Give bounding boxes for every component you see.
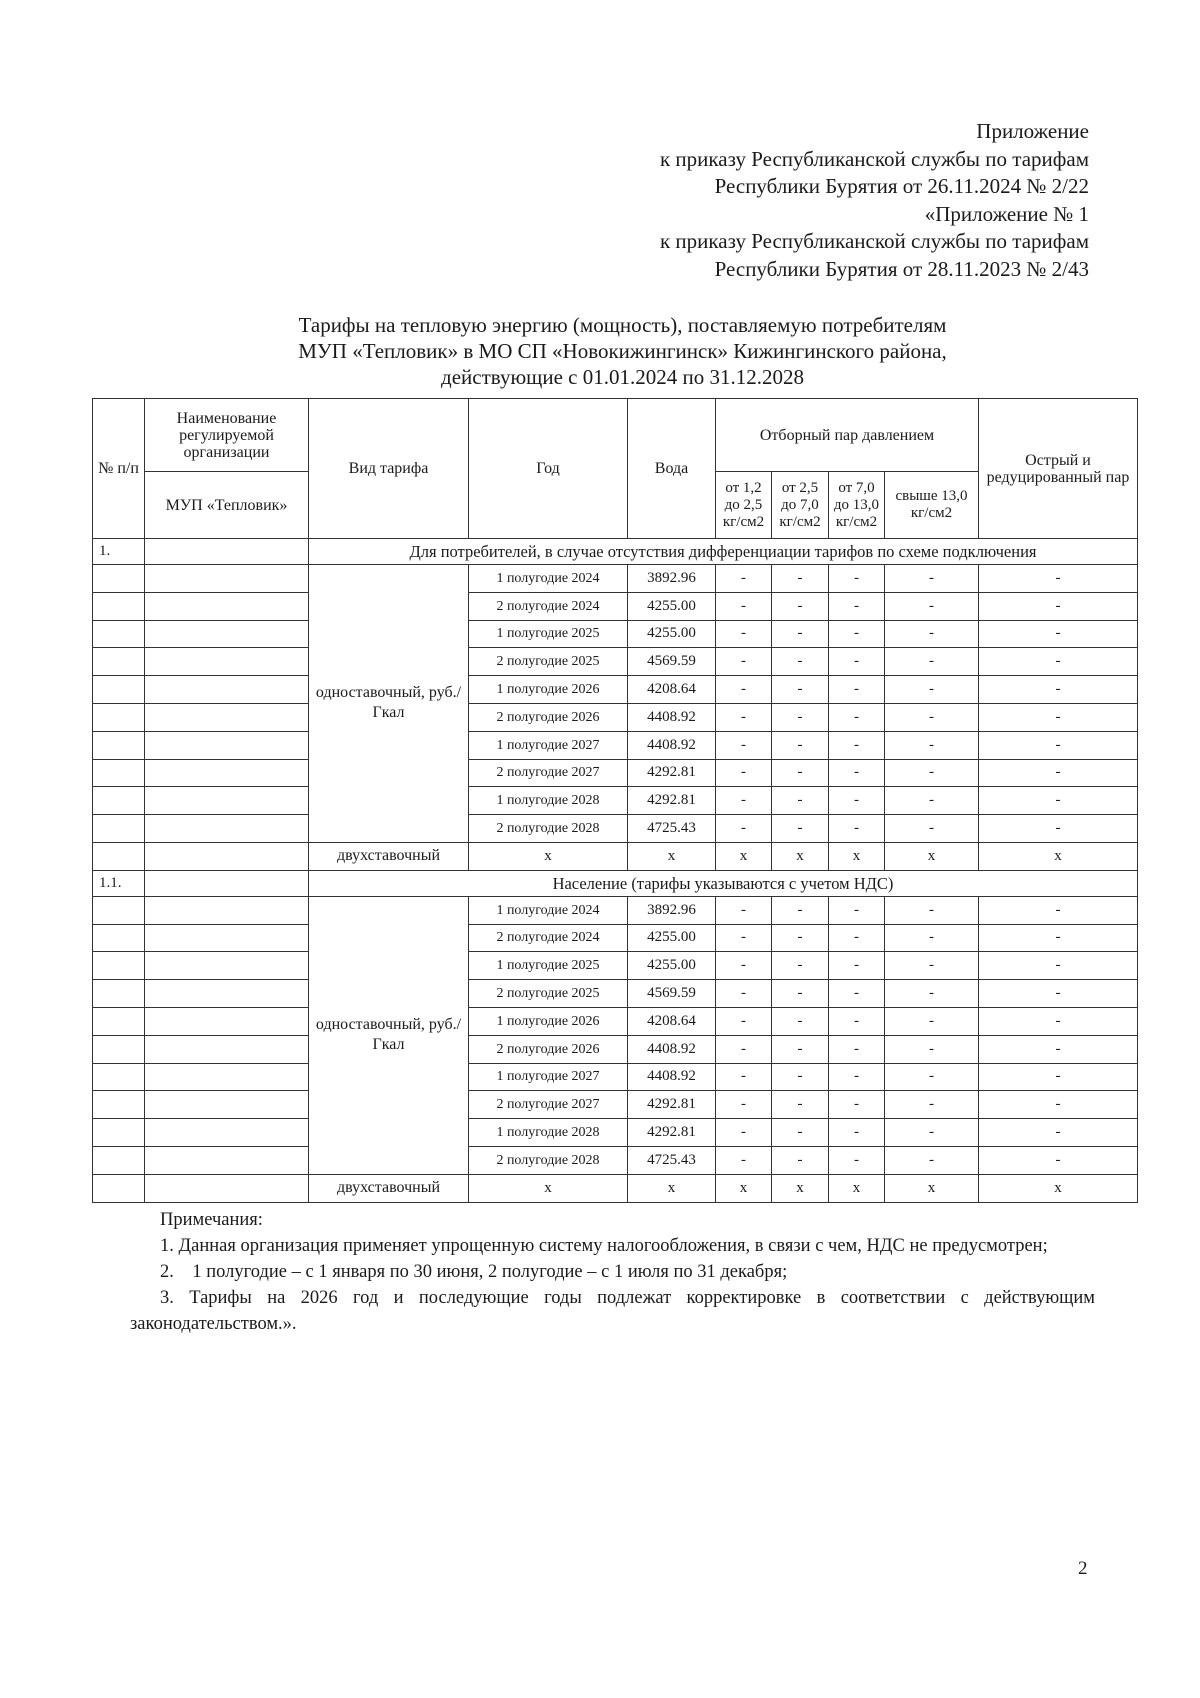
steam-value: -: [772, 1035, 829, 1063]
steam-value: -: [716, 620, 772, 648]
period-cell: 2 полугодие 2027: [469, 1091, 628, 1119]
steam-value: -: [829, 896, 885, 924]
water-value: 4569.59: [628, 648, 716, 676]
tariff-table: [92, 398, 1138, 1203]
sharp-steam-value: -: [979, 592, 1138, 620]
steam-value: -: [829, 731, 885, 759]
period-cell: 1 полугодие 2025: [469, 952, 628, 980]
steam-value: -: [829, 648, 885, 676]
header-steam-col: от 1,2 до 2,5 кг/см2: [716, 472, 772, 539]
period-cell: 1 полугодие 2026: [469, 676, 628, 704]
org-cell: [145, 896, 309, 924]
steam-value: -: [716, 896, 772, 924]
table-row: [93, 592, 1138, 620]
steam-value: -: [716, 1146, 772, 1174]
steam-value: -: [772, 565, 829, 593]
steam-value: -: [716, 676, 772, 704]
sharp-steam-value: -: [979, 1146, 1138, 1174]
steam-value: -: [716, 787, 772, 815]
table-row: [93, 1119, 1138, 1147]
steam-value: -: [829, 787, 885, 815]
org-cell: [145, 815, 309, 843]
num-cell: [93, 1091, 145, 1119]
table-row: [93, 1146, 1138, 1174]
period-cell: 2 полугодие 2025: [469, 980, 628, 1008]
period-cell: 2 полугодие 2024: [469, 924, 628, 952]
note-item: 3. Тарифы на 2026 год и последующие годы подлежат корректировке в соответствии с действующим законодательством.».: [130, 1288, 1095, 1334]
title-line: МУП «Тепловик» в МО СП «Новокижингинск» Кижингинского района,: [298, 339, 947, 363]
num-cell: [93, 924, 145, 952]
steam-value: -: [772, 759, 829, 787]
steam-value: -: [772, 952, 829, 980]
steam-value: -: [716, 1091, 772, 1119]
steam-value: -: [716, 731, 772, 759]
num-cell: [93, 842, 145, 870]
water-value: 4208.64: [628, 1007, 716, 1035]
sharp-steam-value: x: [979, 1174, 1138, 1202]
num-cell: [93, 1007, 145, 1035]
steam-value: -: [716, 815, 772, 843]
sharp-steam-value: -: [979, 787, 1138, 815]
org-cell: [145, 842, 309, 870]
sharp-steam-value: -: [979, 703, 1138, 731]
two-rate-row: [93, 842, 1138, 870]
num-cell: [93, 676, 145, 704]
two-rate-row: [93, 1174, 1138, 1202]
sharp-steam-value: -: [979, 952, 1138, 980]
steam-value: -: [885, 896, 979, 924]
header-org-value: МУП «Тепловик»: [145, 472, 309, 539]
steam-value: -: [885, 924, 979, 952]
period-cell: 1 полугодие 2028: [469, 787, 628, 815]
table-row: [93, 1007, 1138, 1035]
steam-value: -: [829, 1007, 885, 1035]
org-cell: [145, 980, 309, 1008]
steam-value: -: [716, 952, 772, 980]
steam-value: -: [885, 620, 979, 648]
header-year: Год: [469, 399, 628, 539]
sharp-steam-value: -: [979, 1063, 1138, 1091]
sharp-steam-value: -: [979, 759, 1138, 787]
steam-value: -: [772, 1063, 829, 1091]
water-value: 4255.00: [628, 620, 716, 648]
header-water: Вода: [628, 399, 716, 539]
header-num: № п/п: [93, 399, 145, 539]
table-row: [93, 787, 1138, 815]
steam-value: -: [829, 703, 885, 731]
table-row: [93, 759, 1138, 787]
water-value: x: [628, 842, 716, 870]
sharp-steam-value: -: [979, 648, 1138, 676]
period-cell: 1 полугодие 2024: [469, 896, 628, 924]
appendix-line: «Приложение № 1: [924, 201, 1089, 226]
section-row: [93, 539, 1138, 565]
steam-value: -: [772, 731, 829, 759]
sharp-steam-value: -: [979, 815, 1138, 843]
steam-value: -: [772, 815, 829, 843]
notes: [130, 1207, 1095, 1337]
sharp-steam-value: -: [979, 924, 1138, 952]
num-cell: [93, 731, 145, 759]
sharp-steam-value: -: [979, 896, 1138, 924]
org-cell: [145, 924, 309, 952]
org-cell: [145, 731, 309, 759]
water-value: 4208.64: [628, 676, 716, 704]
period-cell: 2 полугодие 2024: [469, 592, 628, 620]
steam-value: -: [716, 592, 772, 620]
period-cell: x: [469, 842, 628, 870]
period-cell: 1 полугодие 2027: [469, 731, 628, 759]
sharp-steam-value: -: [979, 1091, 1138, 1119]
water-value: 4292.81: [628, 787, 716, 815]
steam-value: -: [885, 592, 979, 620]
org-cell: [145, 870, 309, 896]
water-value: 4408.92: [628, 1035, 716, 1063]
steam-value: -: [716, 924, 772, 952]
steam-value: -: [772, 648, 829, 676]
steam-value: -: [885, 703, 979, 731]
notes-title: Примечания:: [160, 1210, 263, 1230]
steam-value: -: [772, 676, 829, 704]
num-cell: [93, 1119, 145, 1147]
steam-value: -: [829, 952, 885, 980]
sharp-steam-value: -: [979, 620, 1138, 648]
org-cell: [145, 952, 309, 980]
steam-value: -: [829, 1119, 885, 1147]
sharp-steam-value: -: [979, 731, 1138, 759]
steam-value: -: [885, 815, 979, 843]
steam-value: -: [716, 565, 772, 593]
steam-value: -: [772, 620, 829, 648]
water-value: 4292.81: [628, 1119, 716, 1147]
steam-value: -: [716, 1119, 772, 1147]
steam-value: -: [716, 1063, 772, 1091]
steam-value: -: [716, 1007, 772, 1035]
num-cell: [93, 648, 145, 676]
steam-value: x: [716, 842, 772, 870]
num-cell: [93, 620, 145, 648]
water-value: 4255.00: [628, 592, 716, 620]
org-cell: [145, 1035, 309, 1063]
header-sharp-steam: Острый и редуцированный пар: [979, 399, 1138, 539]
org-cell: [145, 1007, 309, 1035]
steam-value: x: [716, 1174, 772, 1202]
sharp-steam-value: -: [979, 980, 1138, 1008]
appendix-line: к приказу Республиканской службы по тарифам: [659, 146, 1089, 171]
steam-value: x: [772, 842, 829, 870]
water-value: 4569.59: [628, 980, 716, 1008]
title-line: действующие с 01.01.2024 по 31.12.2028: [441, 365, 804, 389]
table-row: [93, 676, 1138, 704]
water-value: 4292.81: [628, 1091, 716, 1119]
sharp-steam-value: -: [979, 1035, 1138, 1063]
steam-value: -: [772, 980, 829, 1008]
org-cell: [145, 703, 309, 731]
period-cell: 1 полугодие 2026: [469, 1007, 628, 1035]
org-cell: [145, 676, 309, 704]
org-cell: [145, 1119, 309, 1147]
note-item: 1. Данная организация применяет упрощенную систему налогообложения, в связи с чем, НДС не предусмотрен;: [160, 1236, 1048, 1256]
section-row: [93, 870, 1138, 896]
steam-value: -: [885, 980, 979, 1008]
org-cell: [145, 759, 309, 787]
num-cell: [93, 980, 145, 1008]
table-row: [93, 980, 1138, 1008]
num-cell: [93, 759, 145, 787]
tariff-type-one-rate: одноставочный, руб./Гкал: [309, 896, 469, 1174]
appendix-line: Республики Бурятия от 28.11.2023 № 2/43: [714, 256, 1089, 281]
steam-value: -: [885, 565, 979, 593]
table-row: [93, 952, 1138, 980]
period-cell: 1 полугодие 2025: [469, 620, 628, 648]
tariff-type-one-rate: одноставочный, руб./Гкал: [309, 565, 469, 843]
header-steam-col: от 2,5 до 7,0 кг/см2: [772, 472, 829, 539]
title-line: Тарифы на тепловую энергию (мощность), поставляемую потребителям: [298, 313, 947, 337]
steam-value: -: [829, 1146, 885, 1174]
num-cell: [93, 1035, 145, 1063]
water-value: 3892.96: [628, 565, 716, 593]
section-label: Население (тарифы указываются с учетом НДС): [309, 870, 1138, 896]
steam-value: -: [772, 703, 829, 731]
steam-value: -: [829, 565, 885, 593]
appendix-line: к приказу Республиканской службы по тарифам: [659, 229, 1089, 253]
header-org: Наименование регулируемой организации: [145, 399, 309, 472]
steam-value: -: [885, 759, 979, 787]
appendix-header: [660, 118, 1089, 283]
org-cell: [145, 1091, 309, 1119]
steam-value: -: [772, 1007, 829, 1035]
steam-value: -: [772, 896, 829, 924]
num-cell: [93, 1174, 145, 1202]
steam-value: -: [772, 924, 829, 952]
steam-value: -: [772, 1119, 829, 1147]
num-cell: [93, 1146, 145, 1174]
period-cell: 1 полугодие 2028: [469, 1119, 628, 1147]
sharp-steam-value: -: [979, 1007, 1138, 1035]
sharp-steam-value: x: [979, 842, 1138, 870]
num-cell: [93, 592, 145, 620]
num-cell: [93, 565, 145, 593]
org-cell: [145, 1146, 309, 1174]
steam-value: -: [829, 759, 885, 787]
steam-value: -: [829, 1091, 885, 1119]
num-cell: [93, 1063, 145, 1091]
sharp-steam-value: -: [979, 676, 1138, 704]
num-cell: [93, 952, 145, 980]
header-steam-col: от 7,0 до 13,0 кг/см2: [829, 472, 885, 539]
water-value: 4408.92: [628, 1063, 716, 1091]
steam-value: -: [885, 1119, 979, 1147]
section-number: 1.: [93, 539, 145, 565]
num-cell: [93, 703, 145, 731]
sharp-steam-value: -: [979, 565, 1138, 593]
steam-value: -: [829, 1035, 885, 1063]
document-title: [100, 312, 1145, 390]
water-value: 4408.92: [628, 703, 716, 731]
period-cell: 2 полугодие 2028: [469, 1146, 628, 1174]
steam-value: x: [829, 842, 885, 870]
steam-value: -: [885, 1035, 979, 1063]
appendix-line: Республики Бурятия от 26.11.2024 № 2/22: [714, 174, 1089, 198]
table-row: [93, 703, 1138, 731]
header-tariff-type: Вид тарифа: [309, 399, 469, 539]
table-row: [93, 565, 1138, 593]
org-cell: [145, 620, 309, 648]
steam-value: -: [716, 980, 772, 1008]
sharp-steam-value: -: [979, 1119, 1138, 1147]
period-cell: 2 полугодие 2025: [469, 648, 628, 676]
steam-value: -: [716, 648, 772, 676]
table-row: [93, 620, 1138, 648]
header-steam: Отборный пар давлением: [716, 399, 979, 472]
org-cell: [145, 1063, 309, 1091]
num-cell: [93, 787, 145, 815]
water-value: 4725.43: [628, 1146, 716, 1174]
steam-value: -: [885, 1007, 979, 1035]
table-row: [93, 924, 1138, 952]
section-number: 1.1.: [93, 870, 145, 896]
org-cell: [145, 592, 309, 620]
table-row: [93, 648, 1138, 676]
tariff-type-two-rate: двухставочный: [309, 1174, 469, 1202]
table-row: [93, 896, 1138, 924]
water-value: x: [628, 1174, 716, 1202]
appendix-line: Приложение: [976, 119, 1089, 143]
steam-value: -: [885, 1146, 979, 1174]
steam-value: -: [885, 676, 979, 704]
page-number: 2: [1078, 1558, 1088, 1579]
steam-value: -: [772, 592, 829, 620]
table-row: [93, 731, 1138, 759]
num-cell: [93, 815, 145, 843]
tariff-type-two-rate: двухставочный: [309, 842, 469, 870]
table-row: [93, 815, 1138, 843]
org-cell: [145, 539, 309, 565]
org-cell: [145, 787, 309, 815]
steam-value: -: [829, 980, 885, 1008]
period-cell: 2 полугодие 2026: [469, 703, 628, 731]
table-row: [93, 1035, 1138, 1063]
table-row: [93, 1091, 1138, 1119]
steam-value: -: [716, 1035, 772, 1063]
period-cell: x: [469, 1174, 628, 1202]
org-cell: [145, 1174, 309, 1202]
steam-value: x: [885, 842, 979, 870]
period-cell: 2 полугодие 2026: [469, 1035, 628, 1063]
num-cell: [93, 896, 145, 924]
steam-value: -: [772, 1146, 829, 1174]
org-cell: [145, 648, 309, 676]
header-steam-col: свыше 13,0 кг/см2: [885, 472, 979, 539]
steam-value: -: [829, 815, 885, 843]
period-cell: 1 полугодие 2024: [469, 565, 628, 593]
steam-value: -: [716, 759, 772, 787]
steam-value: x: [885, 1174, 979, 1202]
steam-value: -: [772, 1091, 829, 1119]
water-value: 4725.43: [628, 815, 716, 843]
steam-value: -: [829, 592, 885, 620]
steam-value: -: [716, 703, 772, 731]
steam-value: -: [885, 648, 979, 676]
steam-value: -: [885, 787, 979, 815]
steam-value: -: [772, 787, 829, 815]
water-value: 4255.00: [628, 952, 716, 980]
steam-value: -: [829, 1063, 885, 1091]
section-label: Для потребителей, в случае отсутствия дифференциации тарифов по схеме подключения: [309, 539, 1138, 565]
steam-value: -: [885, 731, 979, 759]
period-cell: 2 полугодие 2027: [469, 759, 628, 787]
steam-value: -: [885, 1091, 979, 1119]
note-item: 2. 1 полугодие – с 1 января по 30 июня, 2 полугодие – с 1 июля по 31 декабря;: [160, 1262, 788, 1282]
water-value: 3892.96: [628, 896, 716, 924]
org-cell: [145, 565, 309, 593]
steam-value: -: [829, 924, 885, 952]
period-cell: 1 полугодие 2027: [469, 1063, 628, 1091]
water-value: 4408.92: [628, 731, 716, 759]
period-cell: 2 полугодие 2028: [469, 815, 628, 843]
steam-value: x: [829, 1174, 885, 1202]
steam-value: -: [829, 620, 885, 648]
steam-value: x: [772, 1174, 829, 1202]
water-value: 4292.81: [628, 759, 716, 787]
steam-value: -: [885, 1063, 979, 1091]
steam-value: -: [885, 952, 979, 980]
table-row: [93, 1063, 1138, 1091]
steam-value: -: [829, 676, 885, 704]
water-value: 4255.00: [628, 924, 716, 952]
